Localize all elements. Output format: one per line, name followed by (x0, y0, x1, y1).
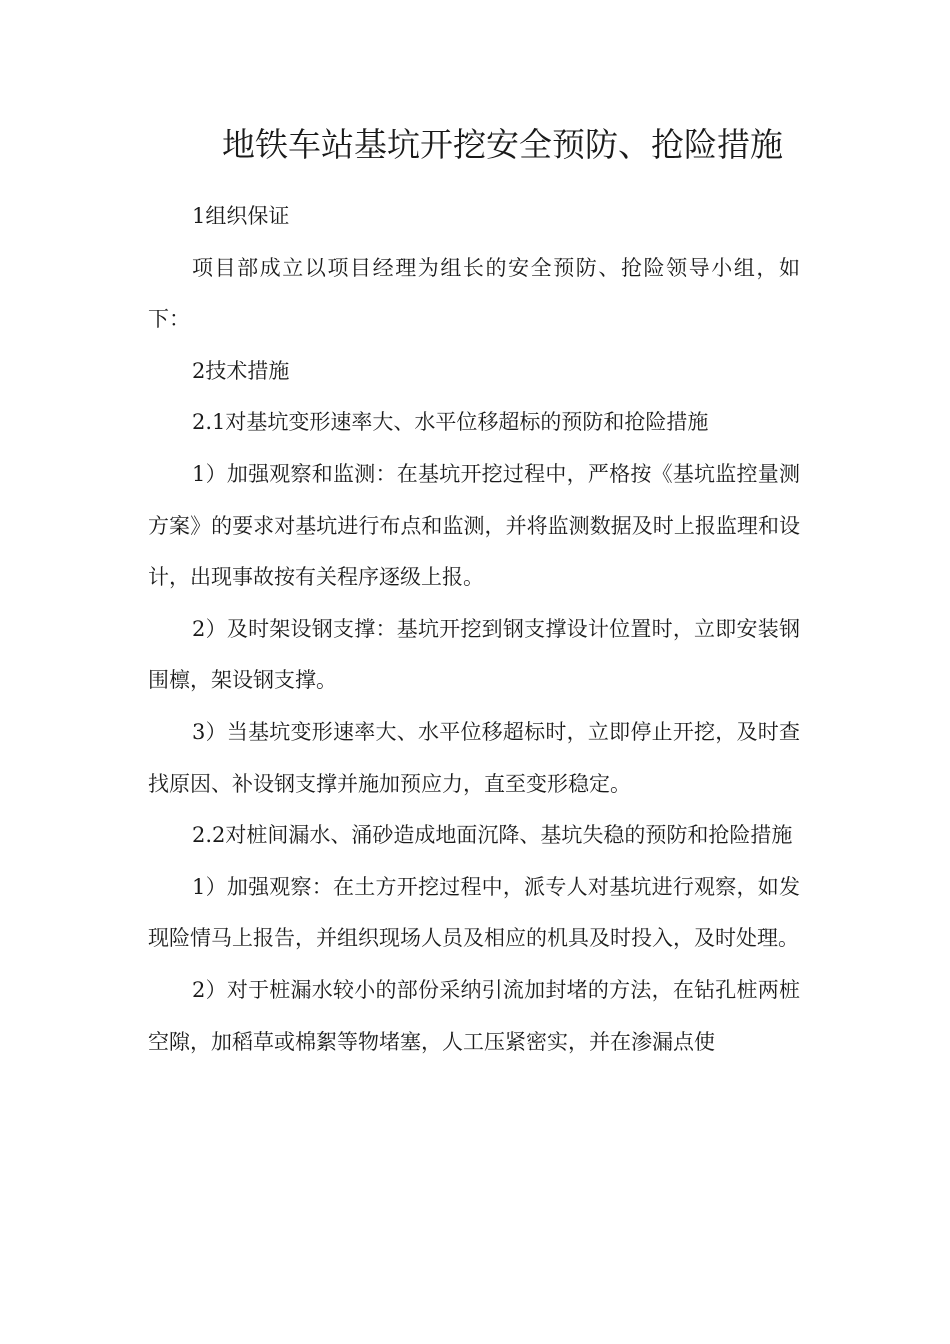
document-title: 地铁车站基坑开挖安全预防、抢险措施 (222, 125, 783, 164)
paragraph-leadership-group: 项目部成立以项目经理为组长的安全预防、抢险领导小组，如下： (148, 255, 800, 332)
paragraph-stop-excavation: 3）当基坑变形速率大、水平位移超标时，立即停止开挖，及时查找原因、补设钢支撑并施加预应力，直至变形稳定。 (148, 719, 800, 796)
section-heading-organization: 1组织保证 (192, 204, 290, 228)
paragraph-observation: 1）加强观察：在土方开挖过程中，派专人对基坑进行观察，如发现险情马上报告，并组织现场人员及相应的机具及时投入，及时处理。 (148, 874, 800, 951)
paragraph-plugging: 2）对于桩漏水较小的部份采纳引流加封堵的方法，在钻孔桩两桩空隙，加稻草或棉絮等物堵塞，人工压紧密实，并在渗漏点使 (148, 977, 800, 1054)
paragraph-steel-support: 2）及时架设钢支撑：基坑开挖到钢支撑设计位置时，立即安装钢围檩，架设钢支撑。 (148, 616, 800, 693)
document-body (148, 191, 800, 1068)
section-heading-technical-measures: 2技术措施 (192, 358, 290, 383)
subsection-heading-deformation: 2.1对基坑变形速率大、水平位移超标的预防和抢险措施 (192, 410, 709, 435)
subsection-heading-leakage: 2.2对桩间漏水、涌砂造成地面沉降、基坑失稳的预防和抢险措施 (192, 823, 793, 848)
paragraph-monitoring: 1）加强观察和监测：在基坑开挖过程中，严格按《基坑监控量测方案》的要求对基坑进行布点和监测，并将监测数据及时上报监理和设计，出现事故按有关程序逐级上报。 (148, 461, 800, 590)
